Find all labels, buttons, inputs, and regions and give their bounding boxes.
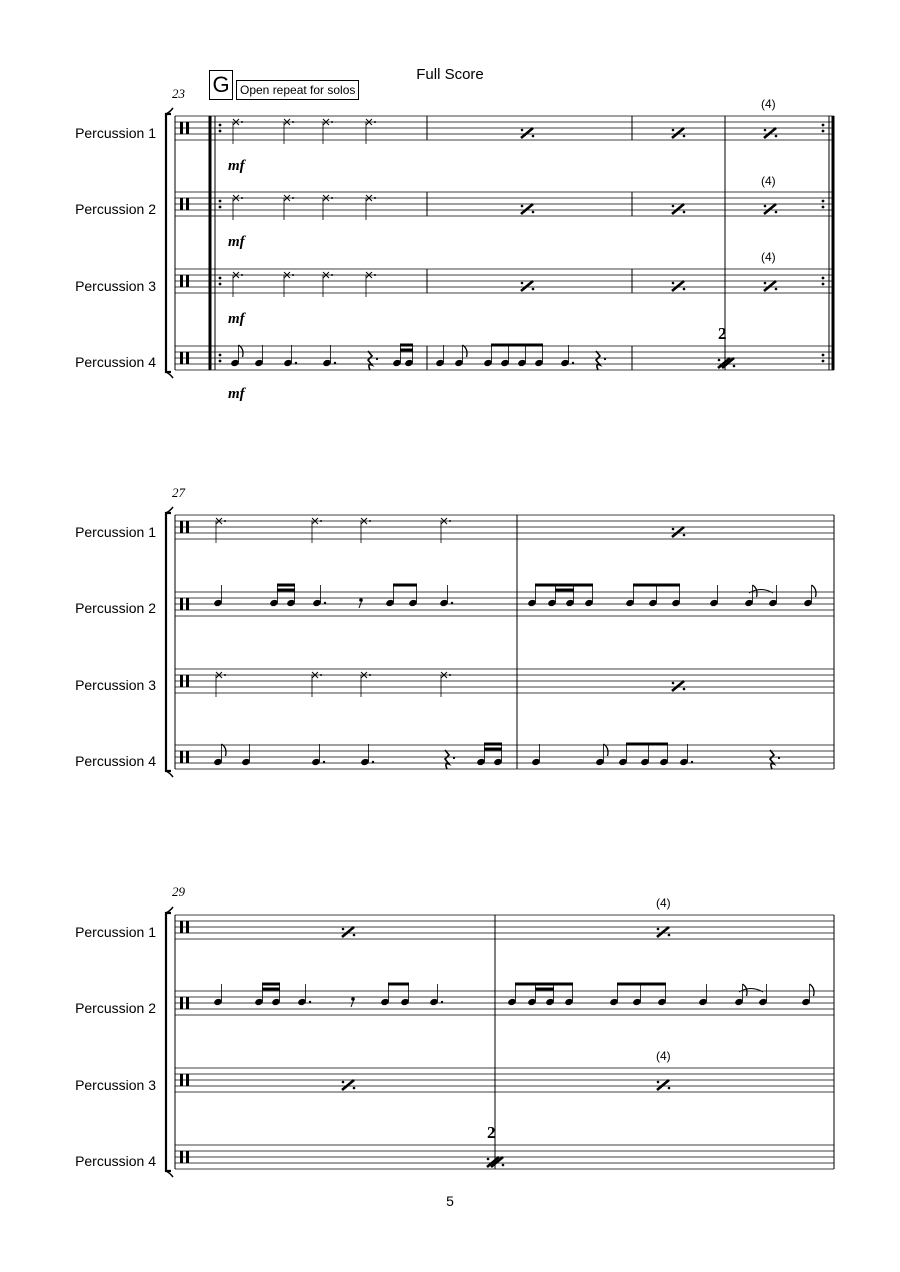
augmentation-dot (309, 1001, 311, 1003)
repeat-dot (219, 283, 222, 286)
repeat-dot (822, 354, 825, 357)
percussion-clef (180, 751, 183, 763)
beam (555, 589, 574, 592)
augmentation-dot (453, 757, 455, 759)
augmentation-dot (331, 121, 333, 123)
augmentation-dot (334, 362, 336, 364)
quarter-rest (445, 750, 449, 769)
augmentation-dot (320, 674, 322, 676)
beam (277, 589, 295, 592)
beam (491, 344, 543, 347)
augmentation-dot (374, 121, 376, 123)
beam (515, 983, 573, 986)
augmentation-dot (320, 520, 322, 522)
repeat-dot (219, 354, 222, 357)
augmentation-dot (292, 197, 294, 199)
beam (400, 349, 413, 352)
augmentation-dot (691, 761, 693, 763)
percussion-clef (180, 521, 183, 533)
instrument-label: Percussion 4 (75, 1153, 156, 1169)
page-number: 5 (446, 1193, 454, 1209)
repeat-dot (822, 124, 825, 127)
augmentation-dot (376, 358, 378, 360)
measure-repeat-dot (775, 288, 778, 291)
measure-repeat-dot (353, 1087, 356, 1090)
measure-repeat-dot (668, 1087, 671, 1090)
measure-repeat-dot (683, 534, 686, 537)
percussion-clef (180, 1074, 183, 1086)
measure-repeat-dot (487, 1158, 490, 1161)
measure-repeat-dot (764, 205, 767, 208)
measure-repeat-dot (672, 282, 675, 285)
augmentation-dot (451, 602, 453, 604)
measure-repeat-dot (775, 211, 778, 214)
augmentation-dot (449, 520, 451, 522)
repeat-dot (219, 360, 222, 363)
multi-measure-number: 2 (487, 1123, 496, 1142)
augmentation-dot (323, 761, 325, 763)
instrument-label: Percussion 2 (75, 201, 156, 217)
beam (633, 584, 680, 587)
augmentation-dot (292, 274, 294, 276)
beam (277, 584, 295, 587)
measure-repeat-dot (683, 135, 686, 138)
augmentation-dot (449, 674, 451, 676)
percussion-clef (186, 921, 189, 933)
quarter-rest (596, 351, 600, 370)
measure-repeat-dot (668, 934, 671, 937)
augmentation-dot (295, 362, 297, 364)
augmentation-dot (369, 674, 371, 676)
percussion-clef (186, 1151, 189, 1163)
beam (393, 584, 417, 587)
percussion-clef (186, 352, 189, 364)
instrument-label: Percussion 3 (75, 278, 156, 294)
repeat-count: (4) (761, 97, 776, 111)
measure-repeat-dot (532, 135, 535, 138)
augmentation-dot (292, 121, 294, 123)
augmentation-dot (331, 274, 333, 276)
augmentation-dot (572, 362, 574, 364)
percussion-clef (186, 751, 189, 763)
augmentation-dot (224, 520, 226, 522)
measure-repeat-dot (764, 129, 767, 132)
measure-repeat-dot (683, 688, 686, 691)
measure-repeat-dot (353, 934, 356, 937)
flag (222, 744, 227, 756)
instrument-label: Percussion 4 (75, 354, 156, 370)
page-title: Full Score (416, 66, 484, 83)
percussion-clef (186, 275, 189, 287)
multi-measure-number: 2 (718, 324, 727, 343)
repeat-dot (822, 277, 825, 280)
repeat-dot (219, 206, 222, 209)
percussion-clef (180, 352, 183, 364)
instrument-label: Percussion 2 (75, 600, 156, 616)
flag (239, 345, 244, 357)
measure-repeat-dot (733, 365, 736, 368)
measure-repeat-dot (657, 1081, 660, 1084)
instrument-label: Percussion 1 (75, 125, 156, 141)
instrument-label: Percussion 3 (75, 677, 156, 693)
augmentation-dot (374, 274, 376, 276)
repeat-dot (219, 200, 222, 203)
beam (484, 743, 502, 746)
rehearsal-mark: G (209, 70, 233, 100)
measure-number: 23 (172, 86, 185, 101)
percussion-clef (180, 997, 183, 1009)
measure-repeat-dot (342, 928, 345, 931)
dynamic-marking: mf (228, 234, 245, 250)
measure-repeat-dot (342, 1081, 345, 1084)
augmentation-dot (372, 761, 374, 763)
percussion-clef (180, 921, 183, 933)
measure-repeat-dot (521, 282, 524, 285)
augmentation-dot (324, 602, 326, 604)
augmentation-dot (331, 197, 333, 199)
measure-repeat-dot (521, 205, 524, 208)
quarter-rest (770, 750, 774, 769)
percussion-clef (186, 198, 189, 210)
repeat-dot (822, 130, 825, 133)
percussion-clef (186, 675, 189, 687)
repeat-dot (822, 200, 825, 203)
measure-repeat-dot (718, 359, 721, 362)
repeat-count: (4) (761, 174, 776, 188)
augmentation-dot (241, 121, 243, 123)
augmentation-dot (224, 674, 226, 676)
repeat-dot (219, 277, 222, 280)
system-bracket (166, 513, 171, 771)
percussion-clef (180, 198, 183, 210)
measure-repeat-dot (683, 211, 686, 214)
flag (463, 345, 468, 357)
beam (484, 748, 502, 751)
repeat-dot (219, 124, 222, 127)
repeat-count: (4) (656, 896, 671, 910)
measure-repeat-dot (502, 1164, 505, 1167)
percussion-clef (180, 598, 183, 610)
percussion-clef (186, 997, 189, 1009)
measure-repeat-dot (672, 129, 675, 132)
beam (262, 983, 280, 986)
instrument-label: Percussion 4 (75, 753, 156, 769)
percussion-clef (186, 122, 189, 134)
beam (388, 983, 409, 986)
beam (626, 743, 668, 746)
augmentation-dot (604, 358, 606, 360)
measure-repeat-dot (672, 205, 675, 208)
repeat-count: (4) (761, 250, 776, 264)
measure-repeat-dot (672, 682, 675, 685)
dynamic-marking: mf (228, 311, 245, 327)
percussion-clef (186, 598, 189, 610)
flag (812, 585, 817, 597)
instrument-label: Percussion 3 (75, 1077, 156, 1093)
augmentation-dot (374, 197, 376, 199)
measure-repeat-dot (532, 211, 535, 214)
augmentation-dot (778, 757, 780, 759)
percussion-clef (180, 122, 183, 134)
beam (617, 983, 666, 986)
measure-repeat-dot (775, 135, 778, 138)
repeat-dot (219, 130, 222, 133)
beam (400, 344, 413, 347)
measure-repeat-dot (683, 288, 686, 291)
measure-repeat-dot (672, 528, 675, 531)
augmentation-dot (241, 197, 243, 199)
percussion-clef (180, 675, 183, 687)
flag (810, 984, 815, 996)
flag (604, 744, 609, 756)
dynamic-marking: mf (228, 158, 245, 174)
percussion-clef (180, 275, 183, 287)
measure-number: 27 (172, 485, 185, 500)
instrument-label: Percussion 1 (75, 924, 156, 940)
repeat-count: (4) (656, 1049, 671, 1063)
percussion-clef (186, 521, 189, 533)
repeat-dot (822, 360, 825, 363)
augmentation-dot (441, 1001, 443, 1003)
quarter-rest (368, 351, 372, 370)
repeat-dot (822, 206, 825, 209)
percussion-clef (180, 1151, 183, 1163)
measure-repeat-dot (521, 129, 524, 132)
repeat-dot (822, 283, 825, 286)
system-bracket (166, 114, 171, 372)
beam (535, 584, 593, 587)
measure-repeat-dot (764, 282, 767, 285)
percussion-clef (186, 1074, 189, 1086)
instrument-label: Percussion 2 (75, 1000, 156, 1016)
measure-number: 29 (172, 884, 185, 899)
measure-repeat-dot (532, 288, 535, 291)
dynamic-marking: mf (228, 386, 245, 402)
augmentation-dot (241, 274, 243, 276)
beam (535, 988, 554, 991)
augmentation-dot (369, 520, 371, 522)
beam (262, 988, 280, 991)
instrument-label: Percussion 1 (75, 524, 156, 540)
staff-text-box: Open repeat for solos (236, 80, 359, 100)
measure-repeat-dot (657, 928, 660, 931)
system-bracket (166, 913, 171, 1171)
